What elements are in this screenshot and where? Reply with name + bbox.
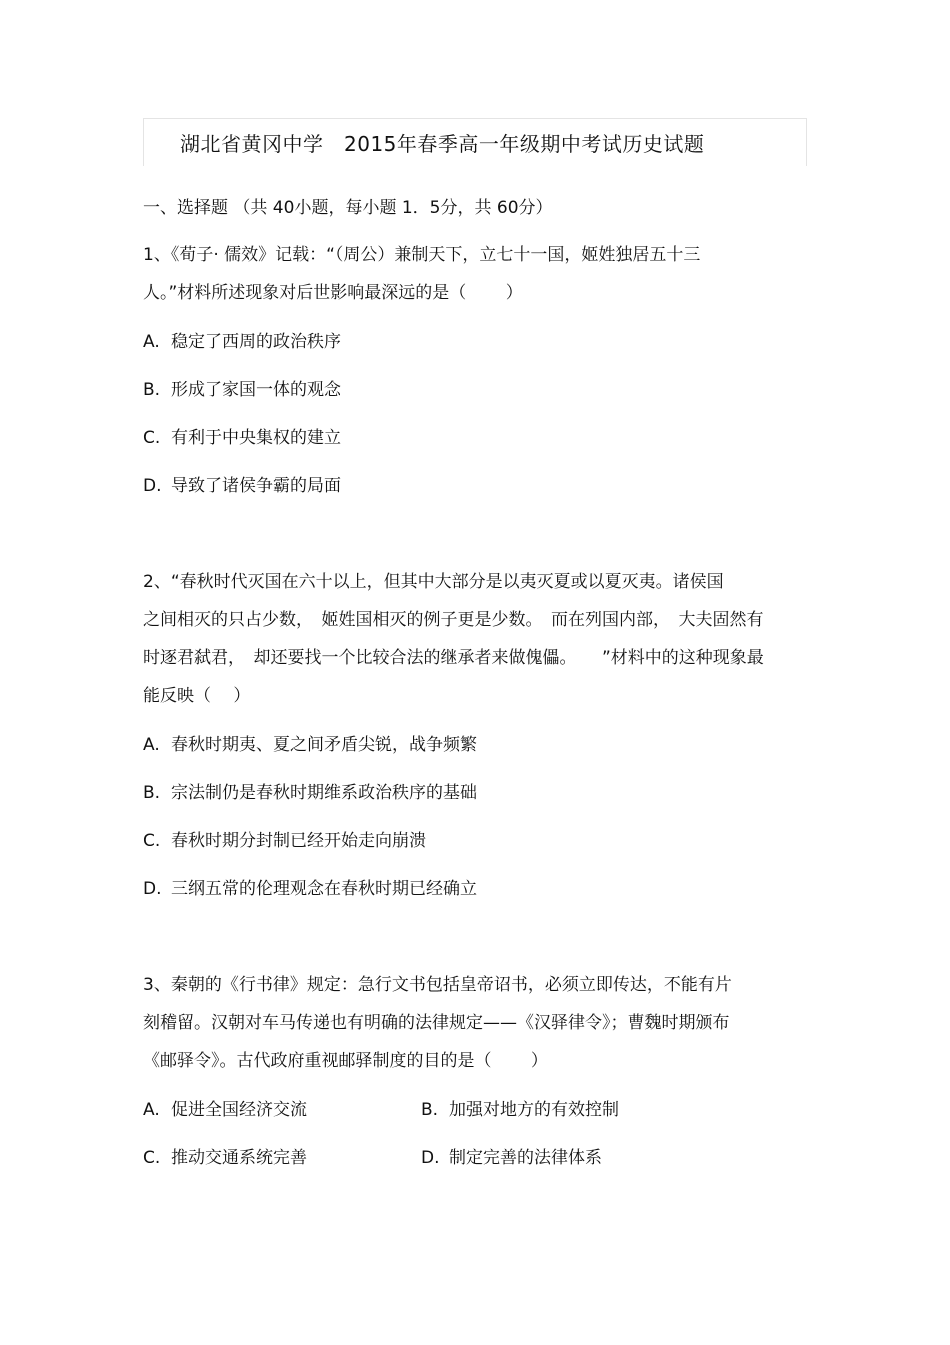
question-2-option-b: B. 宗法制仍是春秋时期维系政治秩序的基础 [143, 783, 477, 803]
question-3-line-2: 刻稽留。汉朝对车马传递也有明确的法律规定——《汉驿律令》；曹魏时期颁布 [143, 1013, 730, 1033]
question-2-line-2: 之间相灭的只占少数， 姬姓国相灭的例子更是少数。 而在列国内部， 大夫固然有 [143, 610, 764, 630]
section-heading: 一、选择题 （共 40小题，每小题 1．5分，共 60分） [143, 198, 553, 218]
question-2-line-4: 能反映（ ） [143, 686, 251, 706]
question-1-option-d: D. 导致了诸侯争霸的局面 [143, 476, 341, 496]
question-1-line-2: 人。”材料所述现象对后世影响最深远的是（ ） [143, 283, 523, 303]
question-3-line-3: 《邮驿令》。古代政府重视邮驿制度的目的是（ ） [143, 1051, 548, 1071]
question-2-line-3: 时逐君弑君， 却还要找一个比较合法的继承者来做傀儡。 ”材料中的这种现象最 [143, 648, 764, 668]
question-3-line-1: 3、秦朝的《行书律》规定：急行文书包括皇帝诏书，必须立即传达，不能有片 [143, 975, 732, 995]
question-1-option-a: A. 稳定了西周的政治秩序 [143, 332, 341, 352]
question-3-option-b: B. 加强对地方的有效控制 [421, 1100, 619, 1120]
page-title: 湖北省黄冈中学 2015年春季高一年级期中考试历史试题 [180, 132, 705, 156]
question-3-option-a: A. 促进全国经济交流 [143, 1100, 307, 1120]
question-2-option-d: D. 三纲五常的伦理观念在春秋时期已经确立 [143, 879, 477, 899]
question-2-option-a: A. 春秋时期夷、夏之间矛盾尖锐，战争频繁 [143, 735, 477, 755]
question-3-option-d: D. 制定完善的法律体系 [421, 1148, 602, 1168]
question-1-line-1: 1、《荀子· 儒效》记载：“（周公）兼制天下，立七十一国，姬姓独居五十三 [143, 245, 701, 265]
question-1-option-c: C. 有利于中央集权的建立 [143, 428, 341, 448]
question-3-option-c: C. 推动交通系统完善 [143, 1148, 307, 1168]
question-2-option-c: C. 春秋时期分封制已经开始走向崩溃 [143, 831, 426, 851]
question-1-option-b: B. 形成了家国一体的观念 [143, 380, 341, 400]
question-2-line-1: 2、“春秋时代灭国在六十以上，但其中大部分是以夷灭夏或以夏灭夷。诸侯国 [143, 572, 724, 592]
